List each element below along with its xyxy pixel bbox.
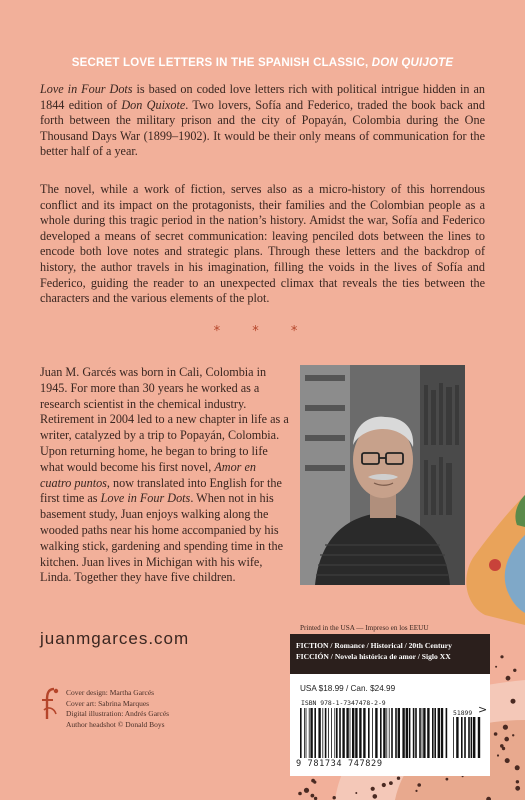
chevron-right-icon: > bbox=[478, 703, 488, 716]
genre-line-english: FICTION / Romance / Historical / 20th Century bbox=[296, 641, 452, 650]
headline bbox=[0, 57, 525, 69]
book-title: Love in Four Dots bbox=[40, 82, 133, 96]
barcode-supplement-icon bbox=[453, 717, 481, 758]
credit-line: Cover art: Sabrina Marques bbox=[66, 698, 150, 708]
credit-line: Digital illustration: Andrés Garcés bbox=[66, 709, 170, 718]
publisher-logo-icon bbox=[38, 686, 62, 722]
synopsis-text-a: is based on coded love letters rich with political intrigue hidden in an 1844 edition of bbox=[40, 82, 485, 112]
synopsis-text-b: . Two lovers, Sofía and Federico, traded the book back and forth between the military prison and the city of Popayán, Colombia during the One Thousand Days War (1899–1902). It would be their only means of communication for the better half of a year. bbox=[40, 97, 485, 159]
barcode-supplement-label: 51899 bbox=[453, 709, 473, 717]
bio-text-b: , now translated into English for the first time as bbox=[40, 475, 282, 506]
credit-line: Author headshot © Donald Boys bbox=[66, 719, 165, 729]
author-website-link[interactable]: juanmgarces.com bbox=[40, 629, 190, 648]
cover-credits bbox=[66, 688, 169, 730]
barcode-icon bbox=[300, 708, 448, 758]
author-photo bbox=[300, 365, 465, 585]
synopsis-paragraph-1 bbox=[40, 82, 485, 160]
printed-notice: Printed in the USA — Impreso en los EEUU bbox=[300, 624, 429, 632]
bio-text-a: Juan M. Garcés was born in Cali, Colombia in 1945. For more than 30 years he worked as a research scientist in the chemical industry. Retirement in 2004 led to a new chapter in life as a writer, catalyzed by a trip to Popayán, Colombia. Upon returning home, he began to bring to life what would become his first novel, bbox=[40, 365, 289, 474]
isbn-label: ISBN 978-1-7347478-2-9 bbox=[301, 699, 386, 707]
headline-title: DON QUIJOTE bbox=[371, 57, 454, 69]
price-label: USA $18.99 / Can. $24.99 bbox=[300, 684, 396, 693]
bio-text-c: . When not in his basement study, Juan enjoys walking along the wooded paths near his home accompanied by his walking stick, gardening and spending time in the kitchen. Juan lives in Michigan with his wife, Linda. Together they have five children. bbox=[40, 491, 284, 585]
decorative-brush-illustration bbox=[455, 495, 525, 625]
credit-line: Cover design: Martha Garcés bbox=[66, 688, 155, 697]
edition-title: Don Quixote bbox=[121, 97, 186, 112]
genre-line-spanish: FICCIÓN / Novela histórica de amor / Siglo XX bbox=[296, 652, 451, 661]
headline-prefix: SECRET LOVE LETTERS IN THE SPANISH CLASSIC, bbox=[71, 57, 369, 69]
bio-original-title: Amor en cuatro puntos bbox=[40, 459, 256, 490]
barcode-digits: 9 781734 747829 bbox=[296, 759, 383, 769]
synopsis-paragraph-2: The novel, while a work of fiction, serves also as a micro-history of this horrendous conflict and its impact on the protagonists, their families and the Colombian people as a whole during this tragic period in the nation’s history. Amidst the war, Sofía and Federico developed a means of secret communication: leaving penciled dots between the lines to encode both love notes and strategic plans. Through these letters and the backdrop of history, the author travels in his imagination, filling the voids in the lives of Sofía and Federico, guiding the reader to an unexpected climax that reveals the ties between the characters and the various elements of the plot. bbox=[40, 182, 485, 306]
bio-english-title: Love in Four Dots bbox=[100, 491, 191, 506]
author-bio bbox=[40, 365, 290, 586]
genre-box bbox=[290, 634, 490, 674]
section-separator: * * * bbox=[213, 324, 312, 339]
